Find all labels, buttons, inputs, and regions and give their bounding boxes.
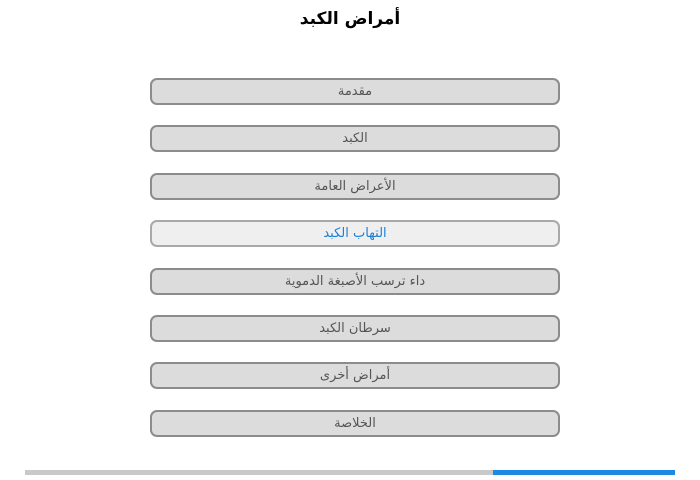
progress-bar	[25, 470, 675, 475]
menu-item-liver[interactable]: الكبد	[150, 125, 560, 152]
menu-item-general-symptoms[interactable]: الأعراض العامة	[150, 173, 560, 200]
menu-item-hepatitis[interactable]: التهاب الكبد	[150, 220, 560, 247]
page-title: أمراض الكبد	[299, 9, 401, 29]
menu-item-summary[interactable]: الخلاصة	[150, 410, 560, 437]
lesson-menu	[150, 78, 560, 457]
menu-item-liver-cancer[interactable]: سرطان الكبد	[150, 315, 560, 342]
menu-item-hemochromatosis[interactable]: داء ترسب الأصبغة الدموية	[150, 268, 560, 295]
menu-item-other-diseases[interactable]: أمراض أخرى	[150, 362, 560, 389]
progress-bar-fill	[493, 470, 675, 475]
menu-item-introduction[interactable]: مقدمة	[150, 78, 560, 105]
